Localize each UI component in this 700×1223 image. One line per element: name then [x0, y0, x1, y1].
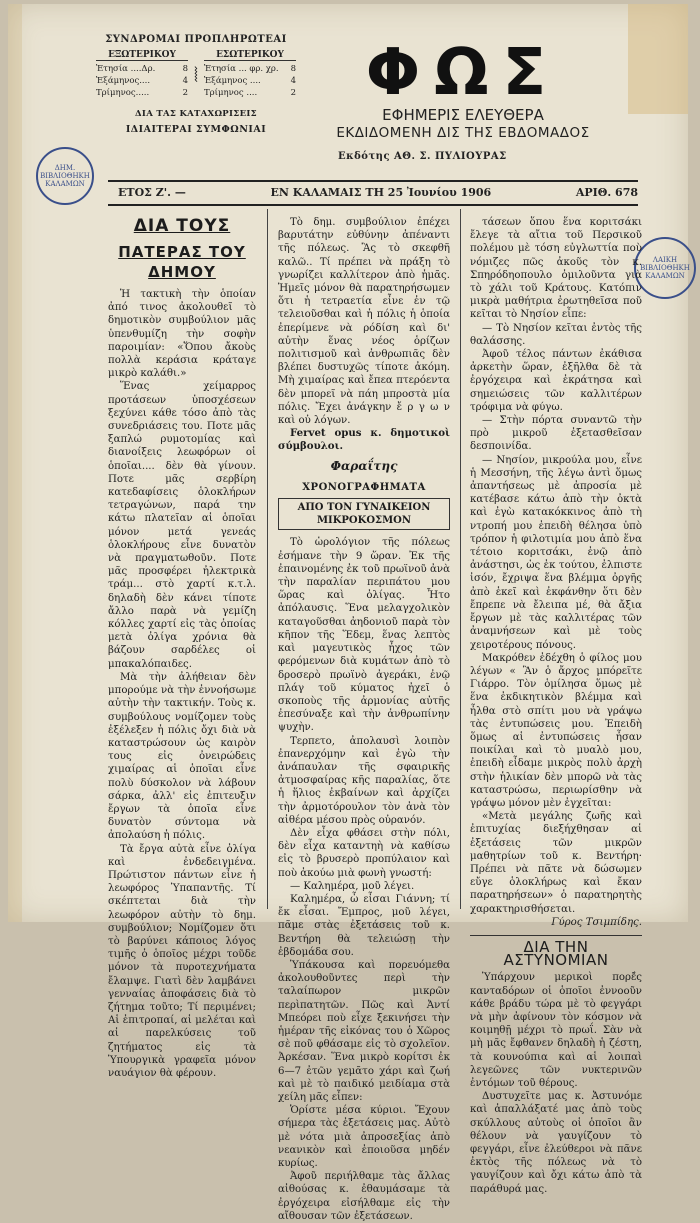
paragraph: Δὲν εἶχα φθάσει στὴν πόλι, δὲν εἶχα καταντηὴ νὰ καθίσω εἰς τὸ βρυσερὸ προπύλαιον καὶ ποὺ ἀκούω μιὰ φωνὴ γνωστή: — [278, 827, 450, 879]
foreign-subscriptions — [96, 50, 188, 99]
paragraph: Μακρόθεν ἐδέχθη ὁ φίλος μου λέγων « Ἂν ὁ ἄρχος μπόρεῖτε Γιάρρο. Τὸν ὁμίλησα ὅμως μὲ ἕνα ἐκδικητικὸν βλέμμα καὶ ἦλθα στὸ σπίτι μου νὰ γράψω τὰς ἐντυπώσεις μου. Ἐπειδὴ ὅμως αἱ ἐντυπώσεις ἦσαν ποικίλαι καὶ τὸ μυαλὸ μου, ἐπειδὴ εἶδαμε μικρὸς πολὺ ἀρχὴ στὴν ἡλικίαν δὲν μπορῶ νὰ τὰς καταστρώσω, περιωρίσθην νὰ γράψω μόνον μὲν ἐγχεῖται: — [470, 652, 642, 809]
paragraph: Ὑπάρχουν μερικοὶ πορέ̃ς κανταδόρων οἱ ὁποῖοι ἐννοοῦν κάθε βράδυ τώρα μὲ τὸ φεγγάρι νὰ μὴν ἀφίνουν τὸν κόσμον νὰ κοιμηθῇ μέχρι τὸ πρωΐ. Σὰν νὰ μὴ μᾶς ἔφθανεν δηλαδὴ ἡ ζέστη, τὰ κουνούπια καὶ αἱ λοιπαὶ λεγεῶνες τῶν νυκτερινῶν ἐντόμων τοῦ θέρους. — [470, 972, 642, 1089]
issue-number: ΑΡΙΘ. 678 — [575, 186, 638, 199]
paragraph: Μὰ τὴν ἀλήθειαν δὲν μπορούμε νὰ τὴν ἐννοήσωμε αὐτὴν τὴν τακτικήν. Τοὺς κ. συμβούλους νομίζομεν τοὺς ἐξέλεξεν ἡ πόλις ὄχι διὰ νὰ καταστρώσουν ὡς καιρὸν τους εἰς ὀνειρώδεις χιμαίρας αἱ ὁποῖαι εἶνε πολὺ δύσκολον νὰ λάβουν σάρκα, ἀλλ' εἰς ἐπιτευξιν ἔργων τὰ ὁποῖα εἶνε δυνατὸν σύντομα νὰ ἀπολαύση ἡ πόλις. — [108, 671, 256, 842]
boxed-title: ΑΠΟ ΤΟΝ ΓΥΝΑΙΚΕΙΟΝ ΜΙΚΡΟΚΟΣΜΟΝ — [278, 498, 450, 530]
masthead-subtitle-2: ΕΚΔΙΔΟΜΕΝΗ ΔΙΣ ΤΗΣ ΕΒΔΟΜΑΔΟΣ — [336, 125, 590, 141]
foreign-row: Ἐτησία ....Δρ. 8 — [96, 64, 188, 74]
paragraph: Ἡ τακτικὴ τὴν ὁποίαν ἀπό τινος ἀκολουθεῖ τὸ δημοτικὸν συμβούλιον μᾶς ὑπενθυμίζη τὴν σοφὴν παροιμίαν: «Ὅπου ἄκοὺς πολλὰ κεράσια κράταγε μικρὸ καλάθι.» — [108, 289, 256, 380]
author-signature: Φαραΐτης — [330, 458, 398, 473]
paragraph: Δυστυχεῖτε μας κ. Ἀστυνόμε καὶ ἀπαλλάξατέ μας ἀπὸ τοὺς σκύλλους αὐτοὺς οἱ ὁποῖοι ἂν θέλουν νὰ γαυγίζουν τὸ φεγγάρι, εἶνε ἐλεύθεροι νὰ πᾶνε ἐκτὸς τῆς πόλεως νὰ τὸ γαυγίζουν καὶ ὄχι κάτω ἀπὸ τὰ παράθυρά μας. — [470, 1091, 642, 1195]
top-rule — [108, 180, 638, 182]
paragraph: Ὁρίστε μέσα κύριοι. Ἔχουν σήμερα τὰς ἐξετάσεις μας. Αὐτὸ μὲ νότα μιὰ ἀπροσεξίας ἀπὸ νεανικὸν καὶ ἐποιοῦσα μηδέν κυρίως. — [278, 1105, 450, 1170]
paragraph: «Μετὰ μεγάλης ζωῆς καὶ ἐπιτυχίας διεξήχθησαν αἱ ἐξετάσεις τῶν μικρῶν μαθητρίων τοῦ κ. Βεντήρη· Πρέπει νὰ πᾶτε νὰ δώσωμεν εὔγε ὁλοκλήρως καὶ ἔκαν παρατηρήσεων» ὁ παρατηρητὴς χαρακτηρισθήσεται. — [470, 811, 642, 915]
column-1 — [108, 216, 256, 1080]
paragraph: Καλημέρα, ὦ εἶσαι Γιάννη; τί ἔκ εἶσαι. Ἔμπρος, μοῦ λέγει, πᾶμε στὰς ἐξετάσεις τοῦ κ. Βεντήρη θὰ τελειώσῃ τὴν ἐβδομάδα σου. — [278, 893, 450, 958]
library-stamp-icon: ΔΗΜ. ΒΙΒΛΙΟΘΗΚΗ ΚΑΛΑΜΩΝ — [36, 147, 94, 205]
domestic-row: Ἐτησία ... φρ. χρ. 8 — [204, 64, 296, 74]
headline-2: ΠΑΤΕΡΑΣ ΤΟΥ ΔΗΜΟΥ — [118, 243, 246, 281]
paragraph: τάσεων ὅπου ἕνα κοριτσάκι ἔλεγε τὰ αἴτια τοῦ Περσικοῦ πολέμου μὲ τόση εὐγλωττία ποὺ νόμιζες πῶς ἀκοῦς τὸν κ. Σπηρόδηοπουλο ὁμιλοῦντα γιὰ τὸ χάλι τοῦ Κράτους. Κατόπιν μικρὰ μαθήτρια ἐρωτηθεῖσα ποῦ κεῖται τὸ Νησίον εἶπε: — [470, 217, 642, 321]
column-divider — [267, 209, 268, 909]
place-date: ΕΝ ΚΑΛΑΜΑΙΣ ΤΗ 25 Ἰουνίου 1906 — [270, 186, 492, 199]
paragraph: — Καλημέρα, μοῦ λέγει. — [290, 880, 415, 892]
foreign-row: Ἑξάμηνος.... 4 — [96, 76, 188, 86]
foreign-row: Τρίμηνος..... 2 — [96, 88, 188, 98]
ads-note-2: ΙΔΙΑΙΤΕΡΑΙ ΣΥΜΦΩΝΙΑΙ — [125, 124, 267, 135]
column-divider — [460, 209, 461, 909]
paper-tape — [628, 4, 688, 114]
domestic-header: ΕΣΩΤΕΡΙΚΟΥ — [204, 50, 296, 61]
headline-1: ΔΙΑ ΤΟΥΣ — [133, 216, 231, 236]
paragraph: Ὑπάκουσα καὶ πορευόμεθα ἀκολουθοῦντες περὶ τὴν ταλαίπωρον μικρῶν περὶπατητῶν. Πῶς καὶ Ἀντί Μπεόρει ποὺ εἶχε ξεκινήσει τὴν ἡμέραν τῆς εἰκόνας του ὁ Χῶρος σὲ ποῦ φθάσαμε εἰς τὸ σχολεῖον. Ἀρκέσαν. Ἕνα μικρὸ κορίτσι ἐκ 6—7 ἐτῶν γεμᾶτο χάρι καὶ ζωή καὶ μὲ τὸ παιδικό μειδίαμα στὰ χείλη μᾶς εἶπεν: — [278, 959, 450, 1103]
editor-name: Εκδότης ΑΘ. Σ. ΠΥΛΙΟΥΡΑΣ — [338, 151, 507, 162]
ads-note: ΔΙΑ ΤΑΣ ΚΑΤΑΧΩΡΙΣΕΙΣ — [135, 109, 257, 119]
year-label: ΕΤΟΣ Ζ'. — — [118, 186, 186, 199]
paragraph: Ἕνας χείμαρρος προτάσεων ὑποσχέσεων ξεχύνει κάθε τόσο ἀπὸ τὰς συνεδριάσεις του. Ποτε μᾶς ξαπλώ ρυμοτομίας καὶ διανοίξεις λεωφόρων οἱ ὁποῖαι.... δὲν θὰ γίνουν. Ποτε μᾶς σερβίρη κατεδαφίσεις ὁλοκλήρων τετραγώνων, παρά την κάτω πλατεῖαν αἱ ὁποῖαι μόνον μετά γενεάς ὁλοκλήρους εἶνε δυνατὸν νὰ πραγματωθοῦν. Ποτε μᾶς προσφέρει ἠλεκτρικὰ τράμ... στὸ χαρτί κ.τ.λ. δηλαδὴ δὲν κάνει τίποτε ἄλλο παρὰ νὰ γεμίζη κόλλες χαρτί εἰς τὰς ὁποίας μετὰ ὀλίγα χρόνια θὰ βάζουν σαρδέλες οἱ μπακαλόπαιδες. — [108, 381, 256, 670]
subscription-box — [96, 34, 296, 135]
foreign-header: ΕΞΩΤΕΡΙΚΟΥ — [96, 50, 188, 61]
domestic-row: Ἑξάμηνος .... 4 — [204, 76, 296, 86]
paragraph: — Τὸ Νησίον κεῖται ἐντὸς τῆς θαλάσσης. — [470, 322, 642, 347]
dateline — [118, 186, 638, 199]
newspaper-logo: ΦΩΣ — [365, 36, 561, 110]
domestic-subscriptions — [204, 50, 296, 99]
signature: Γύρος Τσιμπίδης. — [551, 916, 642, 928]
police-headline: ΔΙΑ ΤΗΝ ΑΣΤΥΝΟΜΙΑΝ — [470, 935, 642, 967]
library-stamp-icon: ΛΑΙΚΗ ΒΙΒΛΙΟΘΗΚΗ ΚΑΛΑΜΩΝ — [634, 237, 696, 299]
section-heading: ΧΡΟΝΟΓΡΑΦΗΜΑΤΑ — [302, 481, 426, 493]
masthead-subtitle: ΕΦΗΜΕΡΙΣ ΕΛΕΥΘΕΡΑ — [382, 106, 544, 124]
paragraph: Τὸ ὡρολόγιον τῆς πόλεως ἐσήμανε τὴν 9 ὥραν. Ἐκ τῆς ἐπαινομένης ἐκ τοῦ πρωϊνοῦ ἀνὰ τὴν παραλίαν περιπάτου μου ὥρας καὶ ὀλίγας. Ἦτο ἀπόλαυσις. Ἕνα μελαγχολικὸν καταγοῦσθαι ἀηδονιοῦ παρὰ τὸν κῆπον τῆς Ἕδεμ, ἕνας λεπτὸς καὶ μαγευτικὸς ἦχος τῶν φερόμενων διὰ κυμάτων ἀπὸ τὸ δροσερὸ πρωϊνὸ ἀγεράκι, ἐνῷ πλάγ τοῦ κύματος ἠχεῖ ὁ σκοποὺς τῆς ἀρμονίας αὐτῆς ἐπεσύναξε καὶ τὴν ἀνθρωπίνην ψυχὴν. — [278, 537, 450, 734]
column-2 — [278, 216, 450, 1223]
paragraph: Τερπετο, ἀπολαυσὶ λοιπὸν ἐπανερχόμην καὶ ἐγὼ τὴν ἀνάπαυλαν τῆς σφαιρικῆς ἀτμοσφαίρας κῆς παραλίας, ὅτε ἡ ἥλιος ἐκβαίνων καὶ ἀρχίζει τὴν ἀρμοτόρουλον τὸν ἀνὰ τὸν αἰθέρα μέσου πρὸς οὐρανόν. — [278, 735, 450, 826]
paper-edge — [8, 4, 22, 922]
paragraph: Τὸ δημ. συμβούλιον ἐπέχει βαρυτάτην εὐθύνην ἀπέναντι τῆς πόλεως. Ἂς τὸ σκεφθῆ καλῶ.. Τί πρέπει νὰ πράξη τὸ γνωρίζει καλλίτερον ἀπὸ ἡμᾶς. Ἡμεῖς μόνον θὰ παρατηρήσωμεν ὅτι ἡ τετραετία εἶνε ἐν τῷ τελειοῦσθαι καὶ ἡ πόλις ἡ ὁποία ἐπερίμενε νὰ ρόδίση καὶ δι' αὐτὴν ἕνας νέος ὁρίζων πολιτισμοῦ καὶ ἀνθρωπιᾶς δὲν βλέπει δυστυχῶς τίποτε ἀκόμη. Μὴ χιμαίρας καὶ ἔπεα πτερόεντα δὲν μπορεῖ νὰ πάη μπροστὰ μία πόλις. Ἔχει ἀνάγκην ἔ ρ γ ω ν καὶ οὐ λόγων. — [278, 217, 450, 427]
paragraph: — Νησίον, μικρούλα μου, εἶνε ἡ Μεσσήνη, τῆς λέγω ἀντὶ ὅμως ἀπαντήσεως μὲ ἀπροσία μὲ κατέβασε κάτω ἀπὸ τὴν ὀκτὰ καὶ ἐγὼ κατακόκκινος ἀπὸ τὴ ντροπή μου ἐπειδὴ θέλησα ὑπὸ τρόπον ἡ φιλοτιμία μου ἀπὸ ἕνα τέτοιο κοριτσάκι, ἐνῷ ἀπὸ ἀνάστησι, ὡς ἐκ τούτου, ἐλπιστε ἰσόν, ἔχριψα ἕνα βλέμμα ὀργῆς ἀπὸ ἑκεῖ καὶ ἐκφάνθην ὅτι δὲν ἔπρεπε νὰ ἔλειπα μέ, θὰ ἄξια ἔργων μὲ τὰς καλλιτέρας τῶν ἀναμνήσεων καὶ μὲ τοὺς χειροτέρους πόνους. — [470, 454, 642, 651]
paragraph: Ἀφοῦ περιήλθαμε τὰς ἄλλας αἰθούσας κ. ἐθαυμάσαμε τὰ ἐργόχειρα εἰσήλθαμε εἰς τὴν αἴθουσαν τῶν ἐξετάσεων. — [278, 1171, 450, 1222]
paragraph: Τὰ ἔργα αὐτὰ εἶνε ὀλίγα καὶ ἐνδεδειγμένα. Πρώτιστον πάντων εἶνε ἡ λεωφόρος Ὑπαπαντῆς. Τί σκέπτεται διὰ τὴν λεωφόρον αὐτὴν τὸ δημ. συμβούλιον; Νομίζομεν ὅτι τὸ βαρύνει κάποιος λόγος τιμῆς ὁ ὁποῖος μέχρι τοῦδε μόνον τὰ πυροτεχνήματα ἔλαμψε. Γιατὶ δὲν λαμβάνει γενναίας ἀποφάσεις διὰ τὸ ζήτημα τοῦτο; Τί περιμένει; Αἱ ἐπιτροπαί, αἱ μελέται καὶ αἱ παρελκύσεις τοῦ ζητήματος εἰς τὰ Ὑπουργικὰ γραφεῖα μόνον ναυάγιον θὰ φέρουν. — [108, 843, 256, 1079]
domestic-row: Τρίμηνος .... 2 — [204, 88, 296, 98]
newspaper-page — [8, 4, 690, 1222]
bottom-rule — [108, 204, 638, 206]
paragraph: Ἀφοῦ τέλος πάντων ἐκάθισα ἀρκετὴν ὥραν, ἐξῆλθα δὲ τὰ ἐργόχειρα καὶ ἐκράτησα καὶ σημειώσεις τῶν καλλιτέρων τρόφιμα νὰ φύγω. — [470, 349, 642, 413]
paragraph: — Στὴν πόρτα συναντῶ τὴν πρὸ μικροῦ ἐξετασθεῖσαν δεσποινίδα. — [470, 415, 642, 453]
bracket-divider: ⦚ — [193, 62, 199, 87]
subscription-title: ΣΥΝΔΡΟΜΑΙ ΠΡΟΠΛΗΡΩΤΕΑΙ — [105, 34, 287, 45]
motto: Fervet opus κ. δημοτικοὶ σύμβουλοι. — [278, 427, 450, 453]
column-3 — [470, 216, 642, 1196]
